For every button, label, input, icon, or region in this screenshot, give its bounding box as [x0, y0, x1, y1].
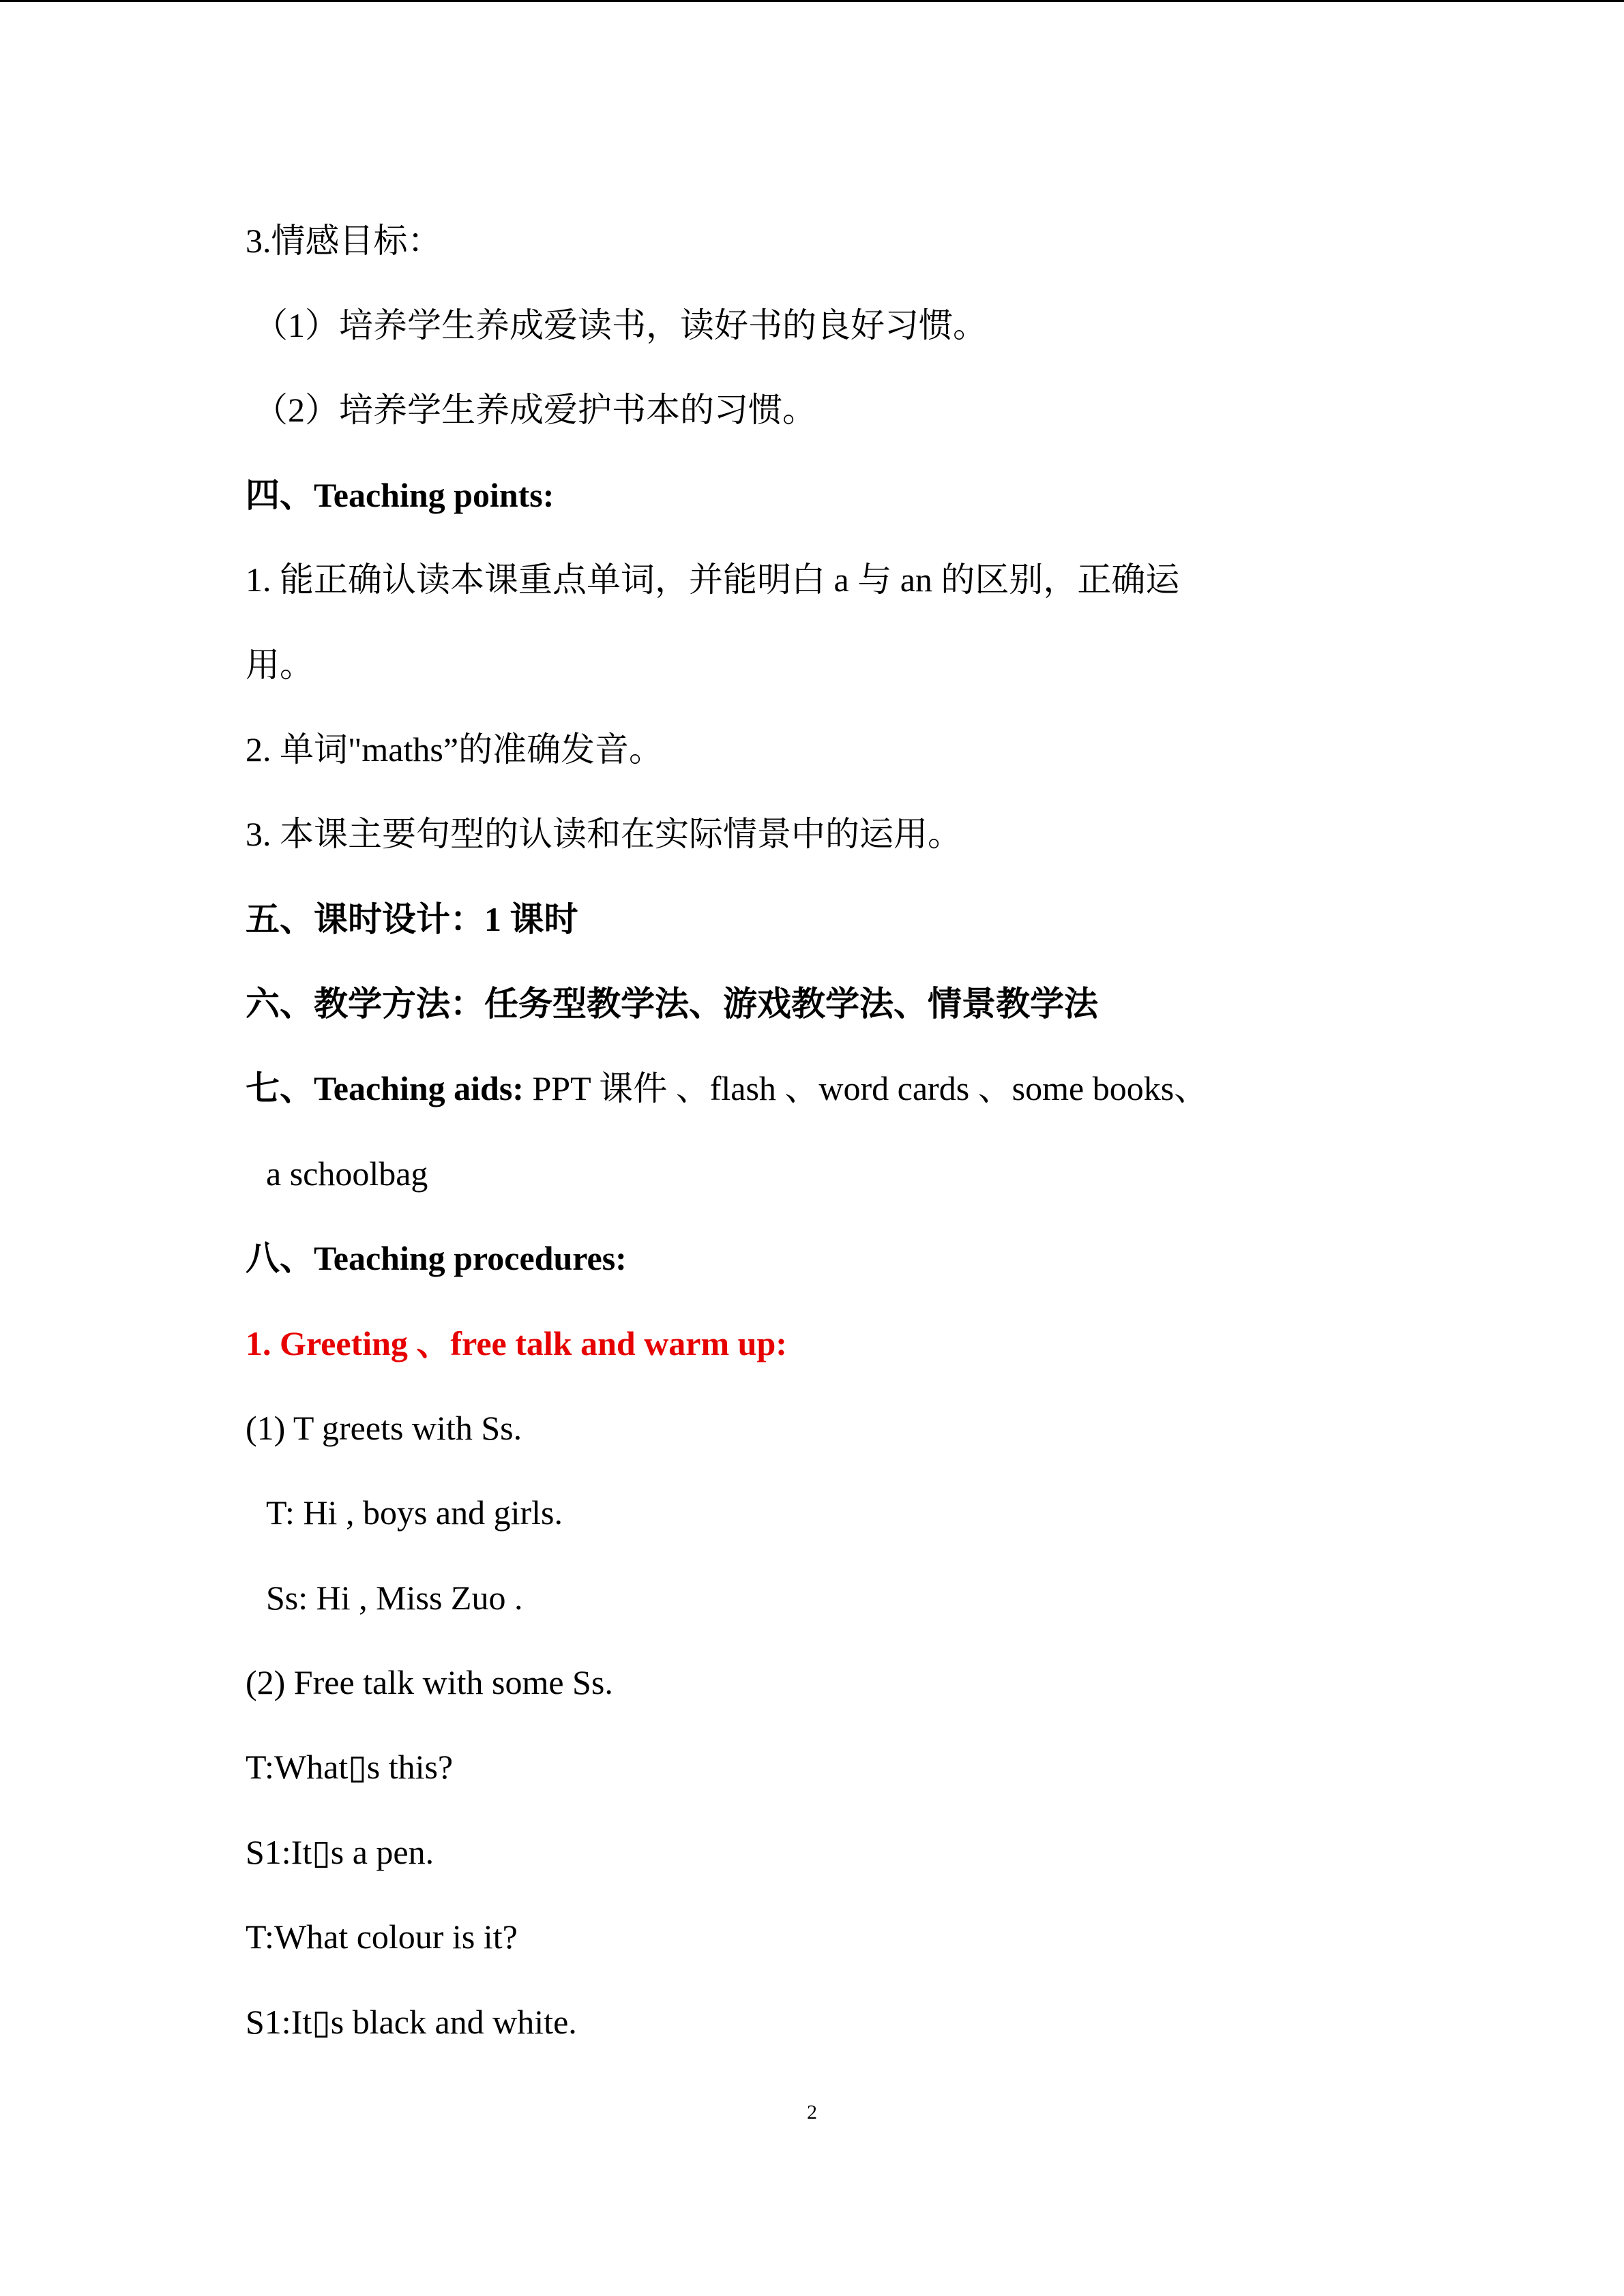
goal-item-1: （1）培养学生养成爱读书，读好书的良好习惯。: [254, 306, 987, 344]
procedure-item-1: (1) T greets with Ss.: [246, 1409, 522, 1447]
section-3-emotional-goals: 3.情感目标：: [246, 222, 442, 260]
teaching-aids-line: [246, 1068, 1208, 1109]
heading-teaching-points: 四、Teaching points:: [246, 476, 555, 514]
dialogue-teacher-question-1: T:What▯s this?: [246, 1748, 454, 1786]
dialogue-students-greeting: Ss: Hi , Miss Zuo .: [266, 1579, 523, 1617]
dialogue-teacher-question-2: T:What colour is it?: [246, 1918, 518, 1956]
teaching-aids-continued: a schoolbag: [266, 1154, 428, 1193]
teaching-aids-items: PPT 课件 、flash 、word cards 、some books、: [523, 1069, 1209, 1107]
dialogue-student-answer-2: S1:It▯s black and white.: [246, 2003, 577, 2041]
teaching-aids-label: 七、Teaching aids:: [246, 1069, 524, 1107]
dialogue-teacher-greeting: T: Hi , boys and girls.: [266, 1493, 563, 1532]
page-number: 2: [807, 2101, 817, 2123]
procedure-item-2: (2) Free talk with some Ss.: [246, 1663, 613, 1701]
teaching-point-3: 3. 本课主要句型的认读和在实际情景中的运用。: [246, 815, 962, 853]
teaching-point-2: 2. 单词"maths”的准确发音。: [246, 730, 664, 769]
teaching-point-1-continued: 用。: [246, 646, 314, 684]
step-1-greeting-heading: 1. Greeting 、free talk and warm up:: [246, 1324, 787, 1362]
heading-teaching-procedures: 八、Teaching procedures:: [246, 1239, 627, 1277]
teaching-point-1: 1. 能正确认读本课重点单词，并能明白 a 与 an 的区别，正确运: [246, 561, 1180, 599]
heading-teaching-methods: 六、教学方法：任务型教学法、游戏教学法、情景教学法: [246, 985, 1098, 1023]
goal-item-2: （2）培养学生养成爱护书本的习惯。: [254, 391, 816, 429]
dialogue-student-answer-1: S1:It▯s a pen.: [246, 1833, 434, 1871]
heading-lesson-design: 五、课时设计：1 课时: [246, 900, 578, 938]
